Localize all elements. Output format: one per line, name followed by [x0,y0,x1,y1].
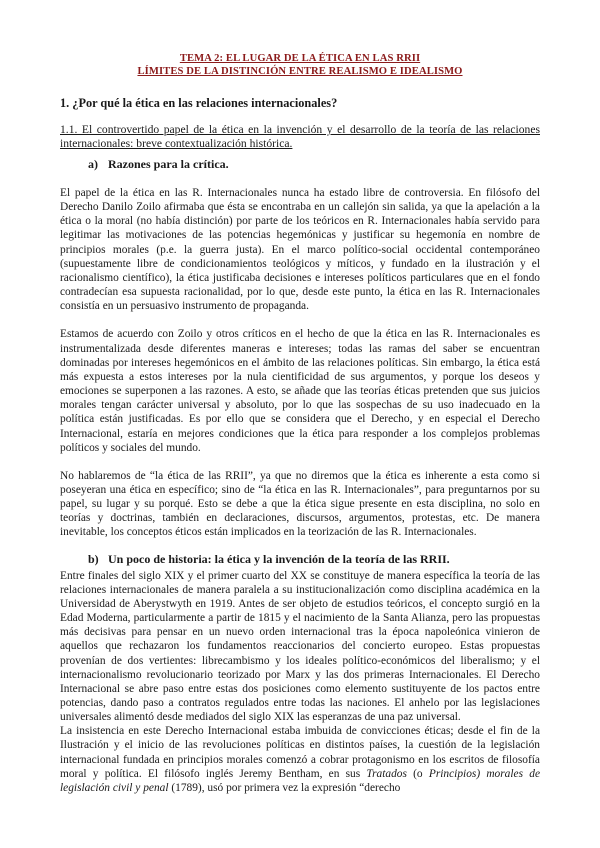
subsection-1-1-heading: 1.1. El controvertido papel de la ética en la invención y el desarrollo de la teoría de las relaciones internacionales: breve contextualización histórica. [60,123,540,150]
part-a-paragraph-2: Estamos de acuerdo con Zoilo y otros críticos en el hecho de que la ética en las R. Internacionales es instrumentalizada desde diferentes maneras e intereses; todas las ramas del saber se encuentran dominadas por intereses hegemónicos en el ámbito de las relaciones políticas. Sin embargo, la ética está más expuesta a estos intereses por la nula cientificidad de sus argumentos, y porque los deseos y emociones se superponen a las razones. A esto, se añade que las teorías éticas pretenden que sus juicios morales tengan carácter universal y absoluto, por lo que las sospechas de su uso inadecuado en la política están justificadas. Es por ello que se considera que el Derecho, y en especial el Derecho Internacional, estaría en mejores condiciones que la ética para responder a los complejos problemas políticos y sociales del mundo. [60,328,540,454]
section-1-heading: 1. ¿Por qué la ética en las relaciones internacionales? [60,96,338,110]
document-page [60,52,540,795]
part-b-p2-text-2: (o [406,767,429,780]
part-b-p2-italic-2: Principios) morales de legislación civil y penal [60,767,540,794]
part-a-label: a) [88,157,98,171]
document-title [60,52,540,78]
part-a-paragraph-3: No hablaremos de “la ética de las RRII”, ya que no diremos que la ética es inherente a esta como si poseyeran una ética en específico; sino de “la ética en las R. Internacionales”, para preguntarnos por su papel, su lugar y su porqué. Esto se debe a que la ética sigue presente en esta disciplina, no solo en teorías y doctrinas, también en declaraciones, discursos, argumentos, protestas, etc. De manera inevitable, los conceptos éticos están implicados en la teorización de las R. Internacionales. [60,469,540,539]
title-line-2: LÍMITES DE LA DISTINCIÓN ENTRE REALISMO E IDEALISMO [137,66,463,77]
part-b-paragraph-1: Entre finales del siglo XIX y el primer cuarto del XX se constituye de manera específica la teoría de las relaciones internacionales de manera paralela a su institucionalización como disciplina académica en la Universidad de Aberystwyth en 1919. Antes de ser objeto de estudios teóricos, el concepto surgió en la Edad Moderna, particularmente a partir de 1815 y el nacimiento de la Santa Alianza, pero las propuestas más decisivas para pensar en un nuevo orden internacional tras la época napoleónica vinieron de aquellos que rechazaron los fundamentos reaccionarios del concierto europeo. Estas propuestas provenían de dos vertientes: librecambismo y los ideales político-económicos del liberalismo; y el internacionalismo revolucionario teorizado por Marx y las dos primeras Internacionales. El Derecho Internacional se abre paso entre estas dos posiciones como elemento sustituyente de los pactos entre potencias, dando paso a contratos regulados entre todas las naciones. El anhelo por las legislaciones universales alimentó desde mediados del siglo XIX las esperanzas de una paz universal. [60,569,540,724]
part-a-title: Razones para la crítica. [108,157,229,171]
part-b-p2-text-1: La insistencia en este Derecho Internacional estaba imbuida de convicciones éticas; desde el fin de la Ilustración y el inicio de las revoluciones políticas en distintos países, la cuestión de la legislación internacional fundada en principios morales comenzó a cobrar protagonismo en los escritos de filosofía moral y política. El filósofo inglés Jeremy Bentham, en sus [60,725,540,780]
part-b-title: Un poco de historia: la ética y la invención de la teoría de las RRII. [108,551,450,566]
part-a-paragraph-1: El papel de la ética en las R. Internacionales nunca ha estado libre de controversia. En filósofo del Derecho Danilo Zoilo afirmaba que ésta se encontraba en un callejón sin salida, ya que la apelación a la ética o la moral (no había distinción) por parte de los teóricos en R. Internacionales había servido para legitimar las motivaciones de las potencias hegemónicas y justificar su hegemonía en nombre de principios morales (p.e. la guerra justa). En el marco político-social occidental contemporáneo (supuestamente libre de condicionamientos teológicos y míticos, y fundado en la ilustración y el racionalismo científico), la ética justificaba decisiones e intereses políticos particulares que en el fondo contradecían esa supuesta racionalidad, por lo que, desde este punto, la ética en las R. Internacionales consistía en un persuasivo instrumento de propaganda. [60,187,540,313]
part-b-paragraph-2 [60,724,540,795]
part-b-heading [60,552,540,567]
part-b-p2-italic-1: Tratados [366,767,407,780]
part-b-label: b) [88,551,99,566]
part-b-p2-text-3: (1789), usó por primera vez la expresión “derecho [168,781,401,794]
part-a-heading [60,157,540,172]
title-line-1: TEMA 2: EL LUGAR DE LA ÉTICA EN LAS RRII [179,53,421,64]
